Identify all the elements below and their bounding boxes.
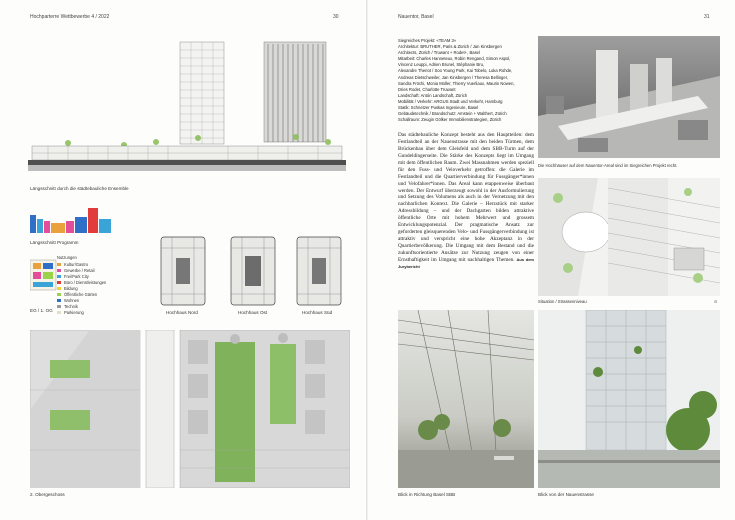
- jury-report-signature: Aus dem Jurybericht: [398, 256, 534, 269]
- tower-nord-plan: [160, 236, 206, 306]
- legend-item: Bildung: [57, 285, 106, 291]
- situation-plan: [538, 178, 720, 296]
- situation-north-arrow-icon: ⊙: [714, 299, 718, 304]
- legend-item: Wohnen: [57, 297, 106, 303]
- credit-line: Mobilität / Verkehr: ARGUS Stadt und Verkehr, Hamburg: [398, 98, 503, 104]
- caption-floor: EG / 1. OG: [30, 308, 53, 313]
- credit-line: Mitarbeit: Charles Hanneteux, Robin Rengand, Simon Aspol,: [398, 56, 511, 62]
- jury-report-body: Das städtebauliche Konzept besteht aus den Hauptteilen: dem Festlandteil an der Nauenstrasse mit den beiden Türmen, dem Brückenbau über dem Gleisfeld und dem SBB-Turm auf der Gundeldingerseite. Die Stärke des Konzepts liegt im Umgang mit dem öffentlichen Raum. Zwei Massnahmen werden speziell für den Fuss- und Veloverkehr getroffen: die Galerie im Festlandteil und die Quartierverbindung für Fussgänger*innen und Velofahrer*innen. Das Areal kann etappenweise überbaut werden. Der Entwurf überzeugt sowohl in der Ausformulierung und Setzung des Volumens als auch in der Vernetzung mit den nachbarlichen Kontext. Die Galerie – Herzstück mit starker Adressbildung – und der Dachgarten bilden attraktive öffentliche Orte mit hohem Mehrwert und grossem Entwicklungspotenzial. Der pragmatische Ansatz zur geforderten gleisquerenden Velo- und Fussgängerverbindung ist attraktiv und verspricht eine hohe Akzeptanz in der Quartierbevölkerung. Die Umgang mit dem Bestand und die zukunftsorientierte Ansätze zur Nutzung zeugen von einer Ernsthaftigkeit im Umgang mit nachhaltigen Themen.: [398, 132, 534, 263]
- legend-item: Gewerbe / Retail: [57, 267, 106, 273]
- caption-view2: Blick von der Nauenstrasse: [538, 492, 594, 497]
- caption-tower-ost: Hochhaus Ost: [238, 310, 268, 315]
- credit-line: Sandra Fröchi, Monia Moller, Thierry Vuerliaux, Maurin Nowen,: [398, 80, 515, 86]
- model-photo: [538, 36, 720, 158]
- credit-line: Architektur: BRUTHER, Paris & Zürich / Jan Kinsbergen: [398, 44, 502, 50]
- left-page-number: 30: [333, 14, 339, 20]
- left-page: [0, 0, 367, 520]
- legend-item: Technik: [57, 303, 106, 309]
- credit-line: Architects, Zürich / Truwant + Rodet+, Basel: [398, 50, 480, 56]
- caption-view1: Blick in Richtung Basel SBB: [398, 492, 456, 497]
- article-text-column: [398, 38, 534, 270]
- credit-line: Schallraum: Zeugin Gölker Immobilienstrategien, Zürich: [398, 117, 502, 123]
- legend-title: Nutzungen: [57, 255, 77, 260]
- credit-line: Landschaft: Antón Landschaft, Zürich: [398, 92, 468, 98]
- ground-floor-plan: [30, 258, 58, 298]
- usage-legend: [57, 255, 106, 315]
- legend-item: Kultur/Gastro: [57, 261, 106, 267]
- tower-sued-plan: [296, 236, 342, 306]
- left-running-header: Hochparterre Wettbewerbe 4 / 2022: [30, 14, 110, 20]
- right-running-header: Nauentor, Basel: [398, 14, 434, 20]
- view-station-photo: [398, 310, 534, 488]
- legend-item: Frei/Park City: [57, 273, 106, 279]
- legend-item: Parkierung: [57, 309, 106, 315]
- upper-floor-plan: [30, 330, 350, 488]
- caption-program: Längsschnitt Programm: [30, 240, 79, 245]
- credit-line: Vincenz Leuppi, Adrien Brunel, Stéphanie Bru,: [398, 62, 485, 68]
- caption-section: Längsschnitt durch die städtebauliche Ensemble: [30, 186, 129, 191]
- view-street-photo: [538, 310, 720, 488]
- credit-line: Statik: Schnetzer Puskas Ingenieure, Basel: [398, 105, 479, 111]
- caption-situation: Situation / Strassenniveau: [538, 299, 587, 304]
- credit-line: Siegreiches Projekt: «TEAM 3»: [398, 38, 457, 43]
- caption-tower-sued: Hochhaus Süd: [302, 310, 333, 315]
- credit-line: Andreas Dietschweiler, Jan Kinsbergen / Theresa Bellinger,: [398, 74, 509, 80]
- project-credits: [398, 38, 534, 123]
- jury-report: [398, 132, 534, 270]
- caption-tower-nord: Hochhaus Nord: [166, 310, 198, 315]
- program-diagram: [30, 205, 112, 235]
- right-page-number: 31: [704, 14, 710, 20]
- caption-plan: 2. Obergeschoss: [30, 492, 65, 497]
- credit-line: Alexandre Theriot / Soo Young Park, Kai Tobelo, Luka Rohde,: [398, 68, 513, 74]
- caption-model: Die Hochhäuser auf dem Nauentor-Areal sind im Siegreichen Projekt recht.: [538, 163, 678, 168]
- legend-item: Öffentliche Gärten: [57, 291, 106, 297]
- right-page: [368, 0, 735, 520]
- legend-item: Büro / Dienstleistungen: [57, 279, 106, 285]
- credit-line: Gebäudetechnik / Brandschutz: Amstein + Walthert, Zürich: [398, 111, 507, 117]
- tower-ost-plan: [230, 236, 276, 306]
- section-drawing: [28, 30, 346, 180]
- credit-line: Dries Rodet, Charlotte Truwant: [398, 86, 456, 92]
